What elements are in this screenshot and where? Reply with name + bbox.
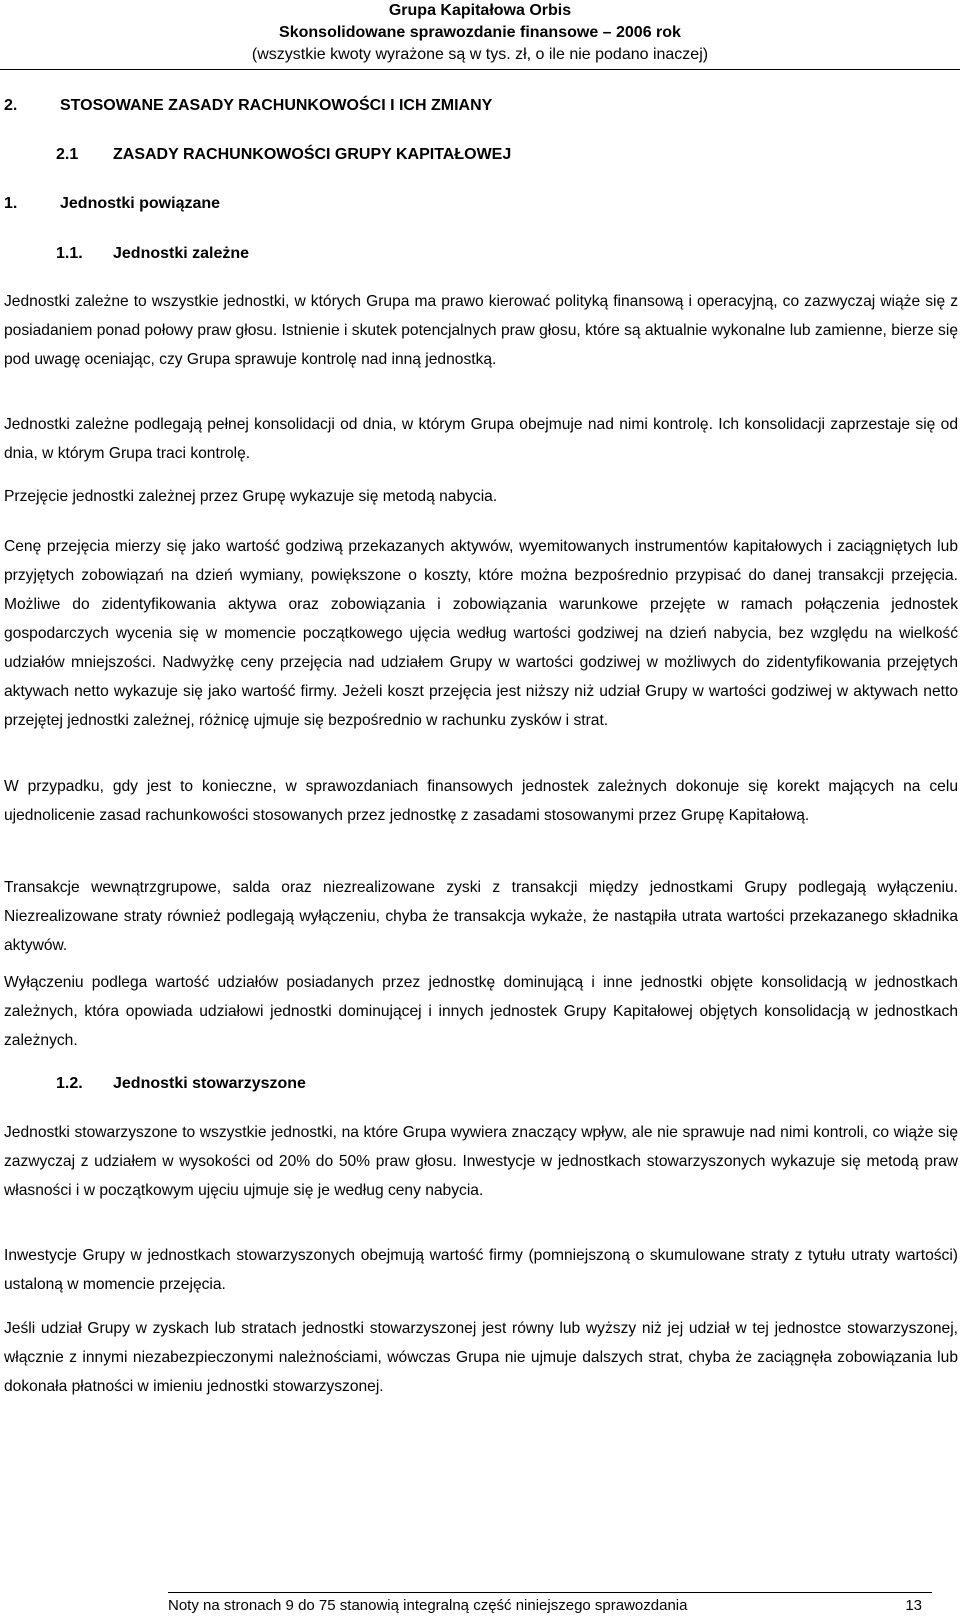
subsection-number: 2.1 (56, 146, 79, 163)
paragraph-1: Jednostki zależne to wszystkie jednostki, w których Grupa ma prawo kierować polityką finansową i operacyjną, co zazwyczaj wiąże się z posiadaniem ponad połowy praw głosu. Istnienie i skutek potencjalnych praw głosu, które są aktualnie wykonalne lub zamienne, bierze się pod uwagę oceniając, czy Grupa sprawuje kontrolę nad inną jednostką. (4, 293, 958, 368)
item-title-1-2: Jednostki stowarzyszone (113, 1075, 306, 1092)
page-number: 13 (905, 1597, 922, 1614)
paragraph-8: Jednostki stowarzyszone to wszystkie jednostki, na które Grupa wywiera znaczący wpływ, ale nie sprawuje nad nimi kontroli, co wiąże się zazwyczaj z udziałem w wysokości od 20% do 50% praw głosu. Inwestycje w jednostkach stowarzyszonych wykazuje się metodą praw własności i w początkowym ujęciu ujmuje się je według ceny nabycia. (4, 1124, 958, 1199)
paragraph-3: Przejęcie jednostki zależnej przez Grupę wykazuje się metodą nabycia. (4, 488, 498, 505)
paragraph-4: Cenę przejęcia mierzy się jako wartość godziwą przekazanych aktywów, wyemitowanych instrumentów kapitałowych i zaciągniętych lub przyjętych zobowiązań na dzień wymiany, powiększone o koszty, które można bezpośrednio przypisać do danej transakcji przejęcia. Możliwe do zidentyfikowania aktywa oraz zobowiązania i zobowiązania warunkowe przejęte w ramach połączenia jednostek gospodarczych wycenia się w momencie początkowego ujęcia według wartości godziwej na dzień nabycia, bez względu na wielkość udziałów mniejszości. Nadwyżkę ceny przejęcia nad udziałem Grupy w wartości godziwej w możliwych do zidentyfikowania przejętych aktywach netto wykazuje się jako wartość firmy. Jeżeli koszt przejęcia jest niższy niż udział Grupy w wartości godziwej w aktywach netto przejętej jednostki zależnej, różnicę ujmuje się bezpośrednio w rachunku zysków i strat. (4, 538, 958, 729)
item-number-1-2: 1.2. (56, 1075, 83, 1092)
footer-rule (168, 1592, 932, 1593)
subsection-heading (56, 145, 511, 165)
paragraph-6: Transakcje wewnątrzgrupowe, salda oraz niezrealizowane zyski z transakcji między jednostkami Grupy podlegają wyłączeniu. Niezrealizowane straty również podlegają wyłączeniu, chyba że transakcja wykaże, że nastąpiła utrata wartości przekazanego składnika aktywów. (4, 879, 958, 954)
item-heading-1 (4, 194, 220, 214)
section-number: 2. (4, 97, 18, 114)
section-heading (4, 96, 492, 116)
item-title-1: Jednostki powiązane (60, 195, 221, 212)
paragraph-7: Wyłączeniu podlega wartość udziałów posiadanych przez jednostkę dominującą i inne jednostki objęte konsolidacją w jednostkach zależnych, która opowiada udziałowi jednostki dominującej i innych jednostek Grupy Kapitałowej objętych konsolidacją w jednostkach zależnych. (4, 974, 958, 1049)
section-title: STOSOWANE ZASADY RACHUNKOWOŚCI I ICH ZMIANY (60, 97, 493, 114)
item-number-1: 1. (4, 195, 18, 212)
paragraph-2: Jednostki zależne podlegają pełnej konsolidacji od dnia, w którym Grupa obejmuje nad nimi kontrolę. Ich konsolidacji zaprzestaje się od dnia, w którym Grupa traci kontrolę. (4, 416, 958, 462)
item-number-1-1: 1.1. (56, 245, 83, 262)
paragraph-10: Jeśli udział Grupy w zyskach lub stratach jednostki stowarzyszonej jest równy lub wyższy niż jej udział w tej jednostce stowarzyszonej, włącznie z innymi niezabezpieczonymi należnościami, wówczas Grupa nie ujmuje dalszych strat, chyba że zaciągnęła zobowiązania lub dokonała płatności w imieniu jednostki stowarzyszonej. (4, 1320, 958, 1395)
header-rule (0, 69, 960, 70)
item-heading-1-2 (56, 1074, 306, 1094)
header-amounts-note: (wszystkie kwoty wyrażone są w tys. zł, o ile nie podano inaczej) (251, 46, 709, 63)
header-company: Grupa Kapitałowa Orbis (388, 2, 572, 19)
subsection-title: ZASADY RACHUNKOWOŚCI GRUPY KAPITAŁOWEJ (113, 146, 512, 163)
item-title-1-1: Jednostki zależne (113, 245, 250, 262)
item-heading-1-1 (56, 244, 249, 264)
header-report-title: Skonsolidowane sprawozdanie finansowe – 2006 rok (279, 24, 681, 41)
footer-note: Noty na stronach 9 do 75 stanowią integralną część niniejszego sprawozdania (168, 1597, 688, 1614)
paragraph-5: W przypadku, gdy jest to konieczne, w sprawozdaniach finansowych jednostek zależnych dokonuje się korekt mających na celu ujednolicenie zasad rachunkowości stosowanych przez jednostkę z zasadami stosowanymi przez Grupę Kapitałową. (4, 778, 958, 824)
paragraph-9: Inwestycje Grupy w jednostkach stowarzyszonych obejmują wartość firmy (pomniejszoną o skumulowane straty z tytułu utraty wartości) ustaloną w momencie przejęcia. (4, 1247, 958, 1293)
page-header (0, 0, 960, 66)
